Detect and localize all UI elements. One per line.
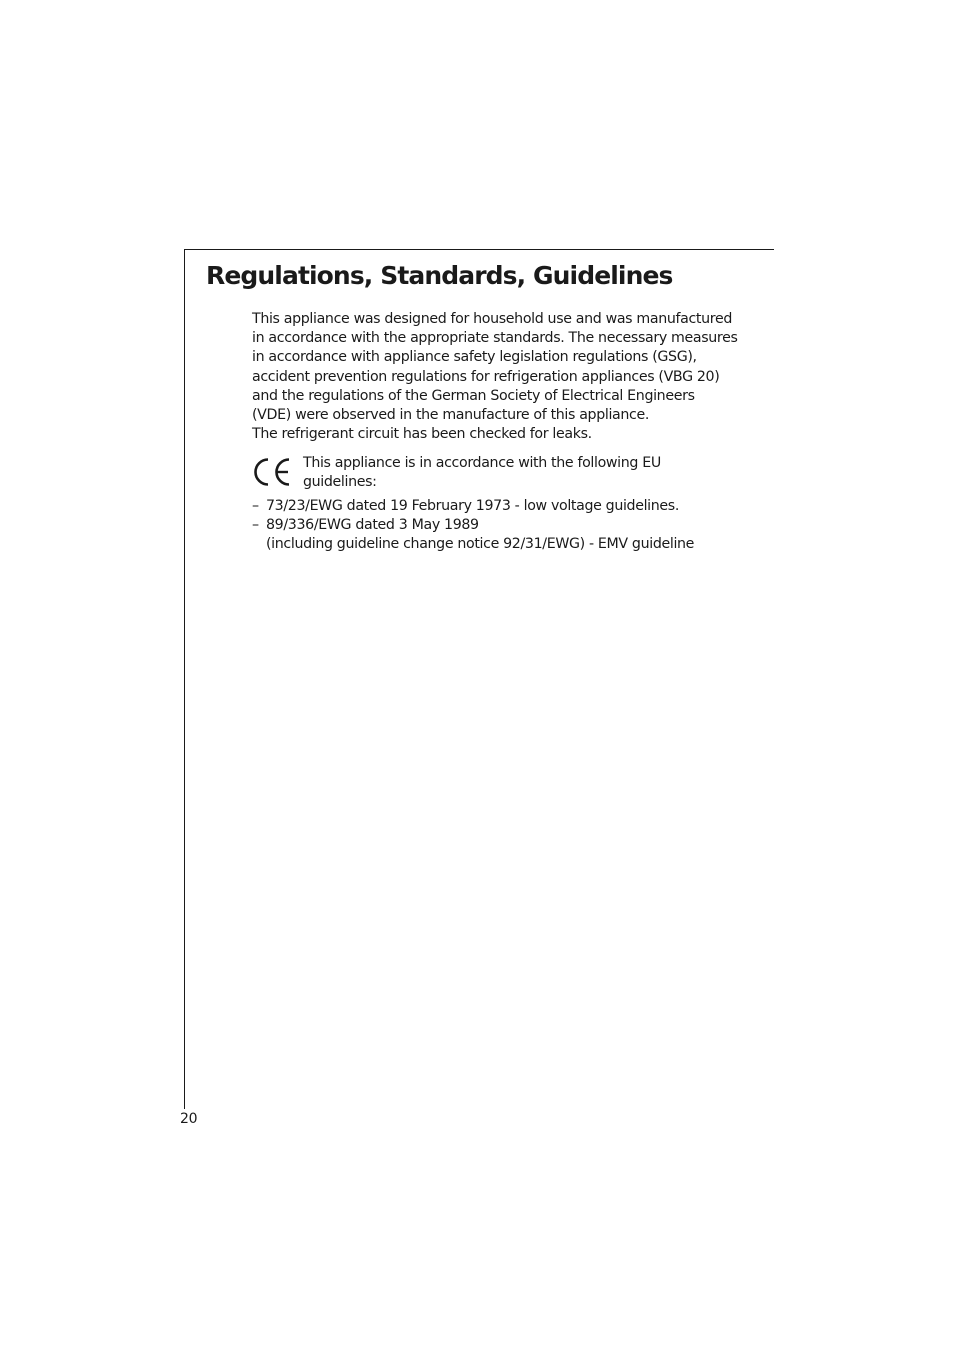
intro-paragraph: [252, 310, 762, 444]
intro-line: and the regulations of the German Society of Electrical Engineers: [252, 387, 695, 404]
guideline-item: [252, 497, 772, 516]
list-dash: –: [252, 517, 259, 534]
ce-statement: [303, 454, 661, 492]
intro-line: This appliance was designed for household use and was manufactured: [252, 311, 732, 327]
left-rule: [184, 249, 185, 1109]
page-number: 20: [180, 1111, 198, 1127]
guideline-text: 73/23/EWG dated 19 February 1973 - low voltage guidelines.: [266, 498, 679, 514]
intro-line: in accordance with the appropriate standards. The necessary measures: [252, 330, 738, 347]
page-title: Regulations, Standards, Guidelines: [206, 261, 673, 290]
guideline-text: 89/336/EWG dated 3 May 1989: [266, 517, 479, 534]
top-rule: [184, 249, 774, 250]
intro-line: accident prevention regulations for refrigeration appliances (VBG 20): [252, 368, 720, 385]
guideline-text: (including guideline change notice 92/31/EWG) - EMV guideline: [266, 536, 695, 553]
guideline-list: [252, 497, 772, 555]
guideline-item: [252, 516, 772, 554]
ce-statement-line: guidelines:: [303, 474, 377, 491]
intro-line: The refrigerant circuit has been checked for leaks.: [252, 426, 592, 443]
intro-line: (VDE) were observed in the manufacture of this appliance.: [252, 407, 650, 424]
ce-statement-line: This appliance is in accordance with the following EU: [303, 455, 661, 471]
intro-line: in accordance with appliance safety legislation regulations (GSG),: [252, 349, 697, 366]
ce-mark-icon: [252, 456, 292, 488]
list-dash: –: [252, 498, 259, 514]
